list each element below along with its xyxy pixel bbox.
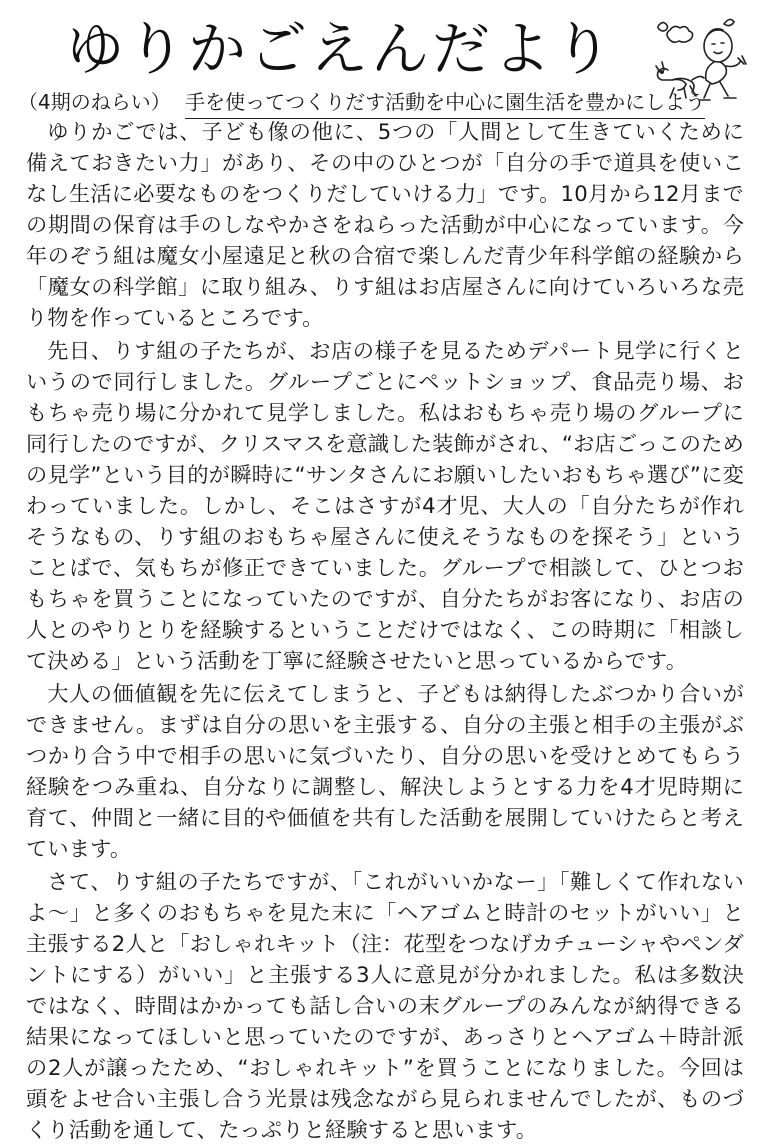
period-label: （4期のねらい） (18, 90, 171, 114)
article-body (26, 116, 744, 1147)
newsletter-title: ゆりかごえんだより (66, 15, 616, 83)
period-goal: 手を使ってつくりだす活動を中心に園生活を豊かにしよう (185, 90, 706, 114)
paragraph: 大人の価値観を先に伝えてしまうと、子どもは納得したぶつかり合いができません。まずは自分の思いを主張する、自分の主張と相手の主張がぶつかり合う中で相手の思いに気づいたり、自分の思いを受けとめてもらう経験をつみ重ね、自分なりに調整し、解決しようとする力を4才児時期に育て、仲間と一緒に目的や価値を共有した活動を展開していけたらと考えています。 (26, 681, 744, 861)
period-goal-row (18, 89, 706, 115)
paragraph: さて、りす組の子たちですが、「これがいいかなー」「難しくて作れないよ〜」と多くのおもちゃを見た末に「ヘアゴムと時計のセットがいい」と主張する2人と「おしゃれキット（注：花型をつなげカチューシャやペンダントにする）がいい」と主張する3人に意見が分かれました。私は多数決ではなく、時間はかかっても話し合いの末グループのみんなが納得できる結果になってほしいと思っていたのですが、あっさりとヘアゴム＋時計派の2人が譲ったため、“おしゃれキット”を買うことになりました。今回は頭をよせ合い主張し合う光景は残念ながら見られませんでしたが、ものづくり活動を通して、たっぷりと経験すると思います。 (26, 869, 744, 1142)
paragraph: 先日、りす組の子たちが、お店の様子を見るためデパート見学に行くというので同行しました。グループごとにペットショップ、食品売り場、おもちゃ売り場に分かれて見学しました。私はおもちゃ売り場のグループに同行したのですが、クリスマスを意識した装飾がされ、“お店ごっこのための見学”という目的が瞬時に“サンタさんにお願いしたいおもちゃ選び”に変わっていました。しかし、そこはさすが4才児、大人の「自分たちが作れそうなもの、りす組のおもちゃ屋さんに使えそうなものを探そう」ということばで、気もちが修正できていました。グループで相談して、ひとつおもちゃを買うことになっていたのですが、自分たちがお客になり、お店の人とのやりとりを経験するということだけではなく、この時期に「相談して決める」という活動を丁寧に経験させたいと思っているからです。 (26, 338, 744, 673)
paragraph: ゆりかごでは、子ども像の他に、5つの「人間として生きていくために備えておきたい力」があり、その中のひとつが「自分の手で道具を使いこなし生活に必要なものをつくりだしていける力」です。10月から12月までの期間の保育は手のしなやかさをねらった活動が中心になっています。今年のぞう組は魔女小屋遠足と秋の合宿で楽しんだ青少年科学館の経験から「魔女の科学館」に取り組み、りす組はお店屋さんに向けていろいろな売り物を作っているところです。 (26, 119, 744, 330)
